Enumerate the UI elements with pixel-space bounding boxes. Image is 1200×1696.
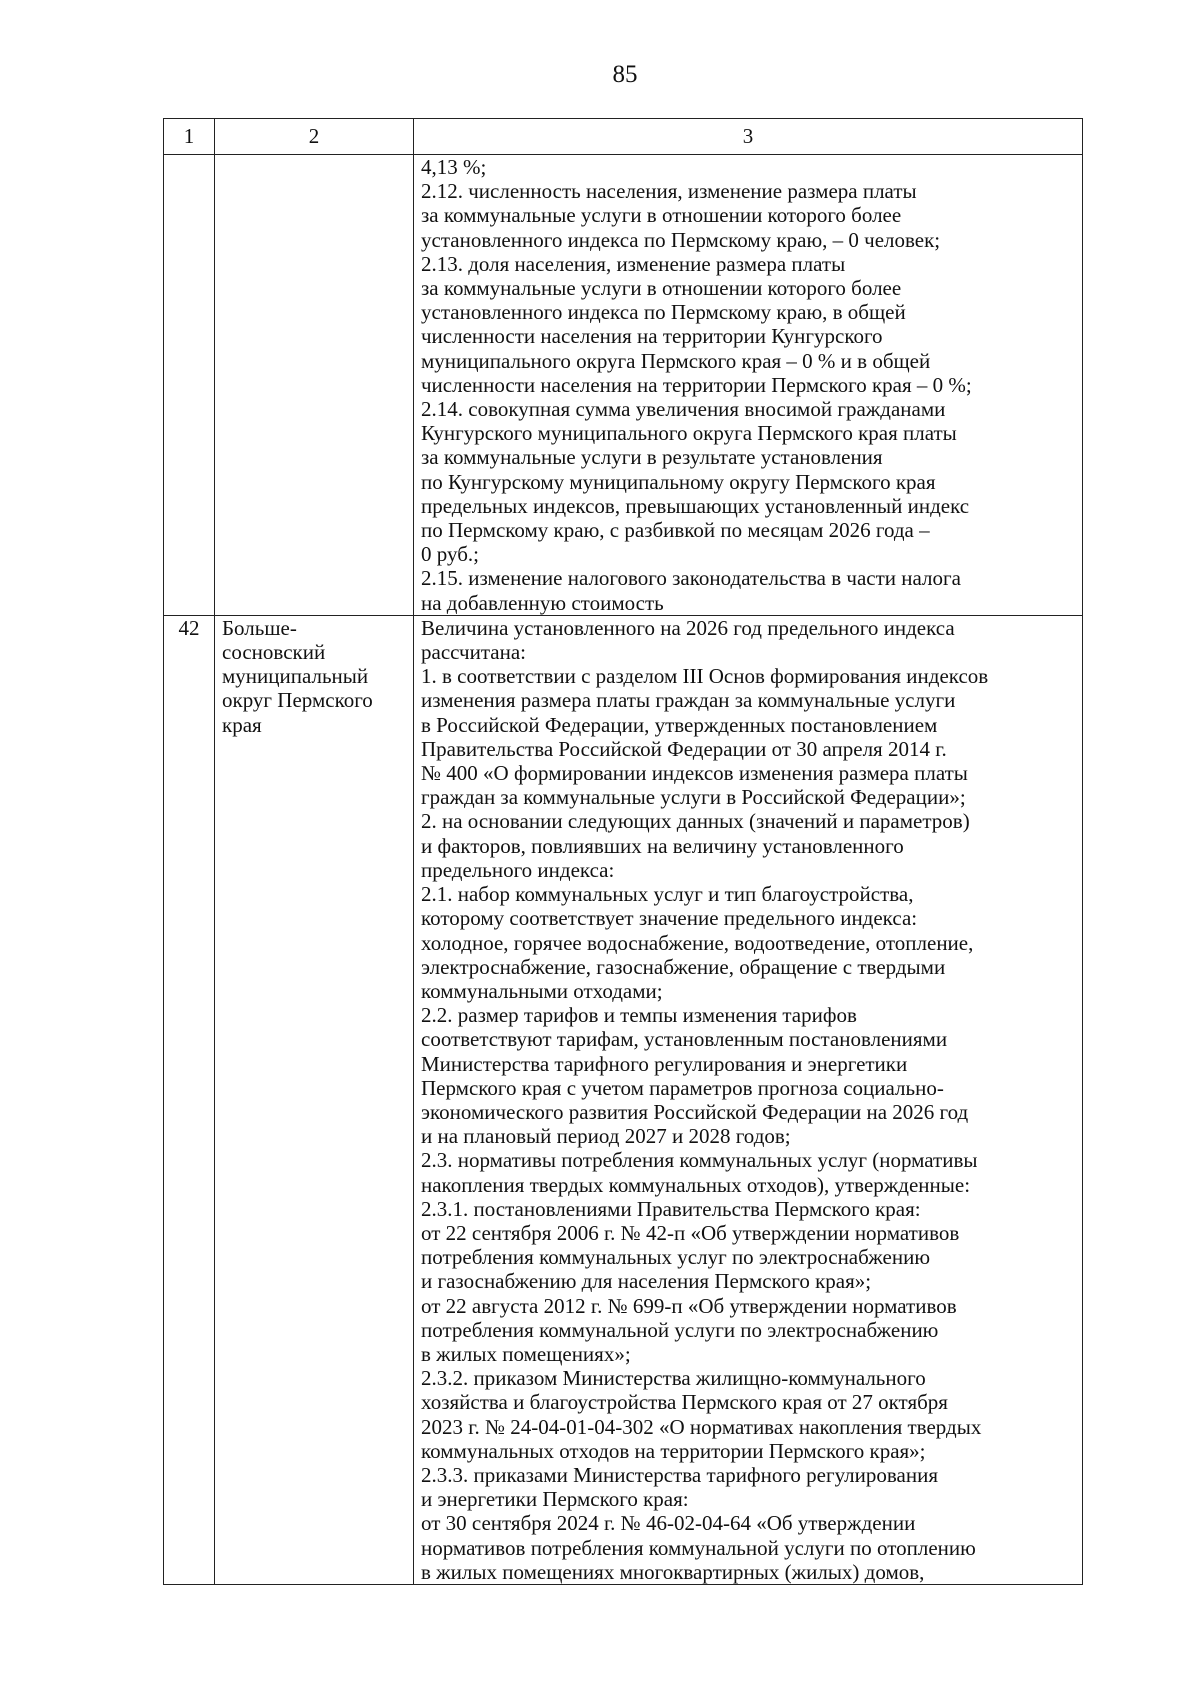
text-line: Кунгурского муниципального округа Пермского края платы	[421, 421, 957, 446]
document-table	[163, 118, 1083, 1585]
page-number: 85	[612, 61, 638, 88]
text-line: 2.14. совокупная сумма увеличения вносимой гражданами	[421, 397, 946, 422]
text-line: Пермского края с учетом параметров прогноза социально-	[421, 1075, 944, 1100]
text-line: установленного индекса по Пермскому краю, – 0 человек;	[421, 227, 941, 252]
text-line: в жилых помещениях многоквартирных (жилых) домов,	[421, 1559, 925, 1584]
text-line: и газоснабжению для населения Пермского края»;	[421, 1269, 872, 1294]
text-line: по Пермскому краю, с разбивкой по месяцам 2026 года –	[421, 518, 930, 543]
text-line: рассчитана:	[421, 640, 526, 665]
text-line: 2.13. доля населения, изменение размера платы	[421, 251, 846, 276]
municipality-name	[215, 615, 414, 1584]
text-line: установленного индекса по Пермскому краю, в общей	[421, 300, 906, 325]
text-line: коммунальных отходов на территории Пермского края»;	[421, 1438, 926, 1463]
table-header-row	[164, 119, 1083, 155]
text-line: численности населения на территории Кунгурского	[421, 324, 883, 349]
text-line: в Российской Федерации, утвержденных постановлением	[421, 712, 938, 737]
text-line: Величина установленного на 2026 год предельного индекса	[421, 615, 955, 640]
text-line: нормативов потребления коммунальной услуги по отоплению	[421, 1535, 976, 1560]
text-line: коммунальными отходами;	[421, 978, 663, 1003]
text-line: потребления коммунальных услуг по электроснабжению	[421, 1245, 931, 1270]
text-line: за коммунальные услуги в отношении которого более	[421, 203, 902, 228]
text-line: 2.1. набор коммунальных услуг и тип благоустройства,	[421, 882, 914, 907]
row-number	[164, 155, 215, 616]
text-line: за коммунальные услуги в результате установления	[421, 445, 883, 470]
column-header: 2	[215, 119, 414, 155]
text-line: 2.3.2. приказом Министерства жилищно-коммунального	[421, 1366, 926, 1391]
text-line: Больше-	[222, 615, 297, 640]
text-line: по Кунгурскому муниципальному округу Пермского края	[421, 469, 936, 494]
text-line: 2.3.1. постановлениями Правительства Пермского края:	[421, 1196, 921, 1221]
text-line: граждан за коммунальные услуги в Российской Федерации»;	[421, 785, 966, 810]
text-line: 2023 г. № 24-04-01-04-302 «О нормативах накопления твердых	[421, 1414, 982, 1439]
text-line: холодное, горячее водоснабжение, водоотведение, отопление,	[421, 930, 974, 955]
text-line: за коммунальные услуги в отношении которого более	[421, 276, 902, 301]
text-line: на добавленную стоимость	[421, 590, 664, 615]
column-header: 1	[164, 119, 215, 155]
text-line: округ Пермского	[222, 688, 373, 713]
text-line: численности населения на территории Пермского края – 0 %;	[421, 372, 972, 397]
text-line: изменения размера платы граждан за коммунальные услуги	[421, 688, 956, 713]
index-description	[414, 615, 1083, 1584]
text-line: 2.3.3. приказами Министерства тарифного регулирования	[421, 1462, 938, 1487]
text-line: муниципальный	[222, 664, 369, 689]
text-line: 2.3. нормативы потребления коммунальных услуг (нормативы	[421, 1148, 978, 1173]
text-line: которому соответствует значение предельного индекса:	[421, 906, 918, 931]
text-line: 4,13 %;	[421, 155, 487, 179]
text-line: 0 руб.;	[421, 542, 479, 567]
text-line: в жилых помещениях»;	[421, 1341, 631, 1366]
text-line: № 400 «О формировании индексов изменения размера платы	[421, 761, 968, 786]
text-line: электроснабжение, газоснабжение, обращение с твердыми	[421, 954, 946, 979]
text-line: потребления коммунальной услуги по электроснабжению	[421, 1317, 939, 1342]
municipality-name	[215, 155, 414, 616]
text-line: и на плановый период 2027 и 2028 годов;	[421, 1124, 791, 1149]
text-line: и факторов, повлиявших на величину установленного	[421, 833, 904, 858]
table-row	[164, 615, 1083, 1584]
text-line: предельного индекса:	[421, 857, 615, 882]
row-number: 42	[164, 615, 215, 1584]
text-line: от 22 сентября 2006 г. № 42-п «Об утверждении нормативов	[421, 1220, 960, 1245]
text-line: от 22 августа 2012 г. № 699-п «Об утверждении нормативов	[421, 1293, 957, 1318]
text-line: Министерства тарифного регулирования и энергетики	[421, 1051, 908, 1076]
text-line: сосновский	[222, 640, 326, 665]
text-line: 2.12. численность населения, изменение размера платы	[421, 179, 917, 204]
text-line: экономического развития Российской Федерации на 2026 год	[421, 1099, 969, 1124]
text-line: хозяйства и благоустройства Пермского края от 27 октября	[421, 1390, 948, 1415]
text-line: муниципального округа Пермского края – 0 % и в общей	[421, 348, 931, 373]
text-line: края	[222, 712, 262, 737]
text-line: 2. на основании следующих данных (значений и параметров)	[421, 809, 970, 834]
text-line: соответствуют тарифам, установленным постановлениями	[421, 1027, 948, 1052]
text-line: от 30 сентября 2024 г. № 46-02-04-64 «Об утверждении	[421, 1511, 916, 1536]
text-line: 2.15. изменение налогового законодательства в части налога	[421, 566, 961, 591]
column-header: 3	[414, 119, 1083, 155]
table-row	[164, 155, 1083, 616]
text-line: 2.2. размер тарифов и темпы изменения тарифов	[421, 1003, 857, 1028]
text-line: 1. в соответствии с разделом III Основ формирования индексов	[421, 664, 989, 689]
text-line: накопления твердых коммунальных отходов), утвержденные:	[421, 1172, 971, 1197]
index-description	[414, 155, 1083, 616]
text-line: предельных индексов, превышающих установленный индекс	[421, 493, 970, 518]
text-line: Правительства Российской Федерации от 30 апреля 2014 г.	[421, 736, 947, 761]
text-line: и энергетики Пермского края:	[421, 1487, 689, 1512]
